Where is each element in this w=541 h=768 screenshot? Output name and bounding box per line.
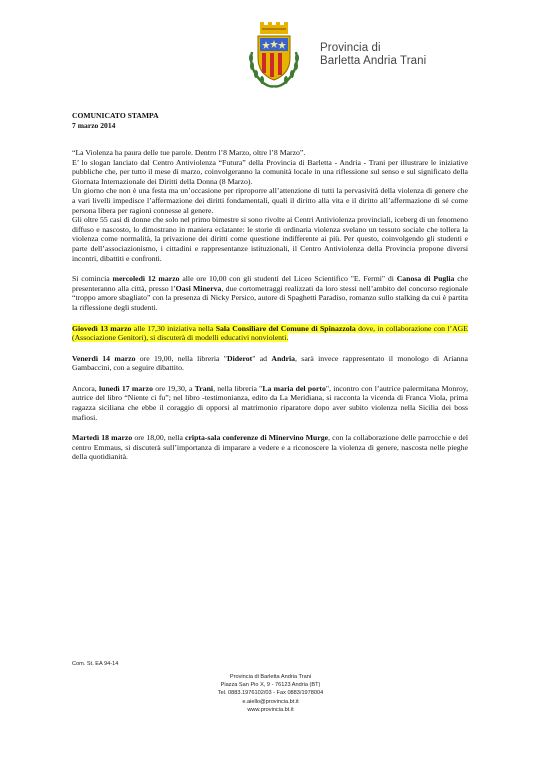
event-text: ore 19,30, a [153,383,195,393]
press-release-body [72,148,468,462]
event-paragraph-canosa [72,274,468,312]
organization-name [320,42,426,68]
province-crest-icon [244,22,304,90]
footer-email[interactable]: e.aiello@provincia.bt.it [242,698,299,705]
event-paragraph-andria [72,354,468,373]
event-date: Giovedì 13 marzo [72,323,132,333]
event-text: che presenteranno alla città, presso l’ [72,274,469,293]
document-heading [72,111,159,131]
intro-paragraph-cases: Gli oltre 55 casi di donne che solo nel primo bimestre si sono rivolte ai Centri Antiviolenza provinciali, iceberg di un fenomeno diffuso e nascosto, lo dimostrano in maniera eclatante: le storie di ordinaria violenza svelano un tessuto sociale che tollera la violenza come normalità, la privazione dei diritti come questione indifferente ai più. Per questo, coinvolgendo gli studenti e parte dell’associazionismo, i cittadini e rappresentanze istituzionali, il Centro Antiviolenza della Provincia propone diversi incontri, dibattiti e confronti. [72,215,468,263]
event-text: , due cortometraggi realizzati da loro stessi nell’ambito del concorso regionale “troppo amore sbagliato” con la presenza di Nicky Persico, autore di Spaghetti Paradiso, romanzo sullo stalking da cui è partita la riflessione degli studenti. [72,283,468,312]
event-text: ore 19,00, nella libreria " [135,353,227,363]
event-place: Trani [194,383,214,393]
org-name-line1: Provincia di [320,42,381,54]
footer-phone: Tel. 0883.1976102/03 - Fax 0883/1978004 [217,690,324,697]
event-text: Si comincia [72,274,113,284]
event-place: Diderot [226,353,253,363]
event-place: Andria [271,353,296,363]
event-place: cripta-sala conferenze di Minervino Murge [185,433,329,443]
footer-org: Provincia di Barletta Andria Trani [229,674,312,680]
event-paragraph-trani [72,384,468,422]
org-name-line2: Barletta Andria Trani [320,55,427,67]
event-place: Sala Consiliare del Comune di Spinazzola [215,323,356,333]
release-code: Com. St. EA 94-14 [72,661,119,667]
event-text: ", incontro con l’autrice palermitana Monroy, autrice del libro “Niente ci fu”; nel libro -testimonianza, edito da La Meridiana, si racconta la vicenda di Franca Viola, prima ragazza siciliana che ebbe il coraggio di opporsi al matrimonio riparatore dopo aver subito violenza nella Sicilia dei boss mafiosi. [72,383,469,422]
event-date: Martedì 18 marzo [72,433,133,443]
document-date: 7 marzo 2014 [72,121,116,130]
event-place: La maria del porto [262,383,326,393]
event-text: , sarà invece rappresentato il monologo di Arianna Gambaccini, con a seguire dibattito. [72,353,468,373]
intro-paragraph-purpose: Un giorno che non è una festa ma un’occasione per riproporre all’attenzione di tutti la pervasività della violenza di genere che a vari livelli impedisce l’affermazione dei diritti fondamentali, quali il diritto alla vita e il diritto all’affermazione di sé come persona libera per ragioni connesse al genere. [72,186,468,215]
event-date: Venerdì 14 marzo [72,353,136,363]
footer-address: Piazza San Pio X, 9 - 76123 Andria (BT) [220,682,321,689]
event-text: , nella libreria " [213,383,263,393]
event-text: , con la collaborazione delle parrocchie e del centro Emmaus, si discuterà sull’importanza di imparare a vedere e a riconoscere la violenza di genere, nascosta nelle pieghe della quotidianità. [72,433,468,462]
intro-quote: “La Violenza ha paura delle tue parole. Dentro l’8 Marzo, oltre l’8 Marzo”. [72,148,306,157]
event-paragraph-spinazzola [72,324,468,343]
event-text: ore 18,00, nella [132,433,186,443]
event-text: alle ore 10,00 con gli studenti del Liceo Scientifico "E. Fermi" di [179,274,397,284]
highlighted-event [72,324,468,343]
document-type: COMUNICATO STAMPA [72,111,159,120]
event-place: Canosa di Puglia [396,274,455,284]
event-paragraph-minervino [72,433,468,462]
intro-paragraph-slogan: E’ lo slogan lanciato dal Centro Antiviolenza “Futura” della Provincia di Barletta - Andria - Trani per illustrare le iniziative pubbliche che, per tutto il mese di marzo, coinvolgeranno la comunità locale in una riflessione sul senso e sul significato della Giornata Internazionale dei Diritti della Donna (8 Marzo). [72,157,468,186]
event-text: Ancora, [72,383,99,393]
event-text: alle 17,30 iniziativa nella [131,323,216,333]
event-text: " ad [252,353,272,363]
footer-contacts [0,673,541,714]
event-text: dove, in collaborazione con l’AGE (Associazione Genitori), si discuterà di modelli educativi nonviolenti. [72,323,468,343]
event-date: mercoledì 12 marzo [112,274,180,284]
footer-website[interactable]: www.provincia.bt.it [247,706,294,713]
event-place: Oasi Minerva [175,283,222,293]
event-date: lunedì 17 marzo [99,383,153,393]
